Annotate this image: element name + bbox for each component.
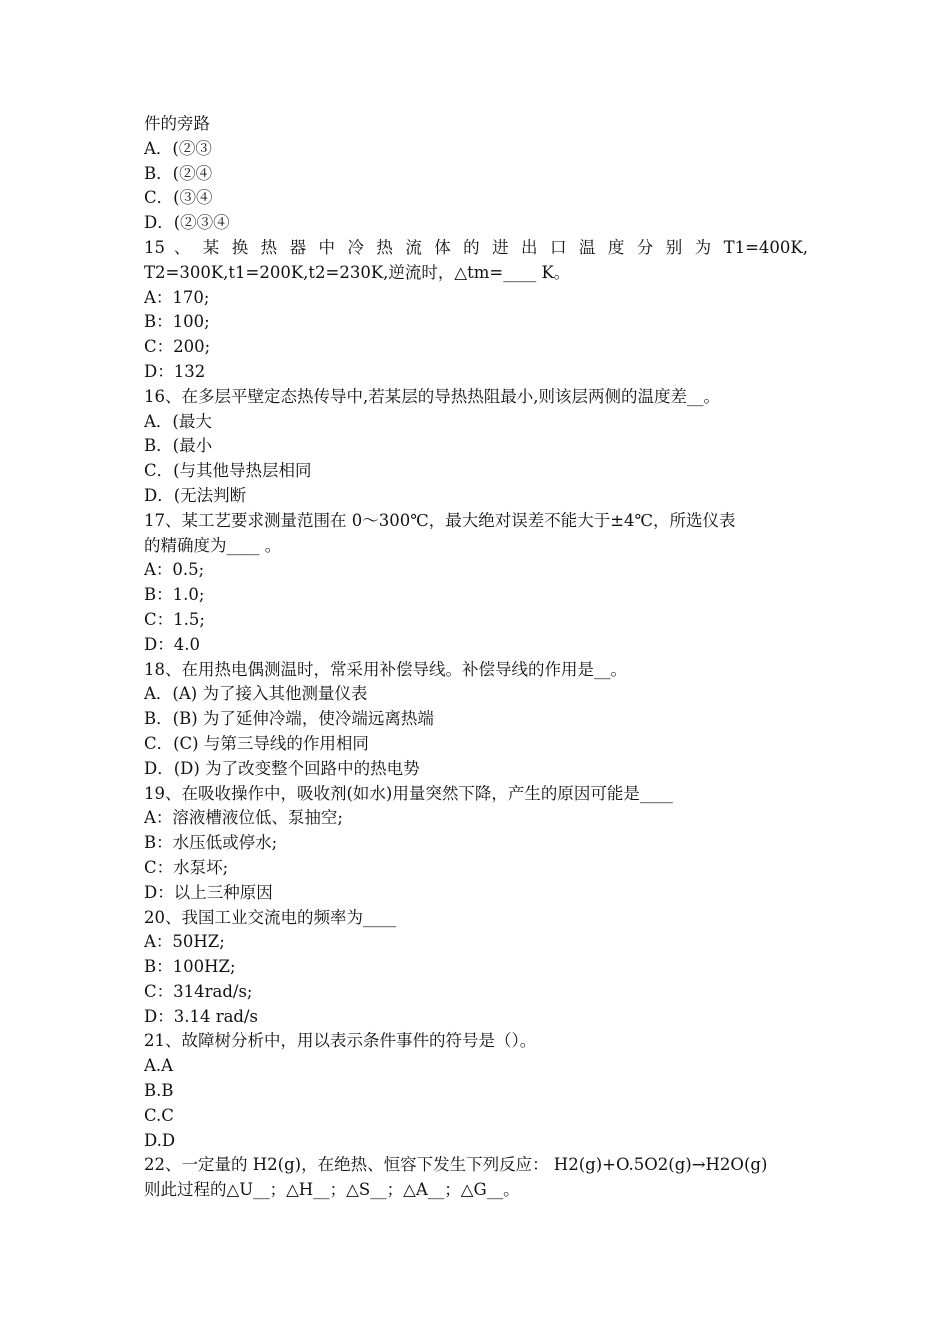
question-16: 16、在多层平壁定态热传导中,若某层的导热热阻最小,则该层两侧的温度差__。 [144,386,720,406]
question-17-cont: 的精确度为____ 。 [144,535,282,555]
document-page [144,112,808,1203]
option-line: B：100HZ; [144,957,236,977]
question-22: 22、一定量的 H2(g)，在绝热、恒容下发生下列反应： H2(g)+O.5O2(g)→H2O(g) [144,1155,768,1175]
text-line: 件的旁路 [144,114,210,133]
option-line: C．(③④ [144,188,213,208]
option-line: B．(②④ [144,163,213,183]
option-line: C.C [144,1105,174,1125]
option-line: C：314rad/s; [144,981,253,1001]
question-15: 15 、 某 换 热 器 中 冷 热 流 体 的 进 出 口 温 度 分 别 为 T1=400K, [144,237,808,257]
option-line: B：1.0; [144,585,205,605]
option-line: C．(与其他导热层相同 [144,461,312,481]
option-line: A．(②③ [144,138,212,158]
option-line: C：水泵坏; [144,857,229,877]
question-15-cont: T2=300K,t1=200K,t2=230K,逆流时，△tm=____ K。 [144,262,571,282]
option-line: D：以上三种原因 [144,882,273,902]
option-line: A：170; [144,287,210,307]
option-line: B．(B) 为了延伸冷端，使冷端远离热端 [144,709,434,729]
option-line: C：200; [144,337,211,357]
option-line: A.A [144,1056,174,1076]
option-line: D：3.14 rad/s [144,1006,259,1026]
option-line: B：100; [144,312,210,332]
option-line: A．(最大 [144,411,212,431]
option-line: B：水压低或停水; [144,833,278,853]
option-line: A．(A) 为了接入其他测量仪表 [144,684,368,704]
question-19: 19、在吸收操作中，吸收剂(如水)用量突然下降，产生的原因可能是____ [144,783,673,803]
option-line: B．(最小 [144,436,213,456]
question-20: 20、我国工业交流电的频率为____ [144,907,396,927]
option-line: A：0.5; [144,560,205,580]
option-line: C：1.5; [144,609,205,629]
option-line: D：4.0 [144,634,200,654]
option-line: D．(无法判断 [144,485,247,505]
question-17: 17、某工艺要求测量范围在 0～300℃，最大绝对误差不能大于±4℃，所选仪表 [144,510,736,530]
option-line: A：50HZ; [144,932,225,952]
option-line: A：溶液槽液位低、泵抽空; [144,808,343,828]
option-line: D.D [144,1130,176,1150]
option-line: D：132 [144,361,206,381]
option-line: C．(C) 与第三导线的作用相同 [144,733,369,753]
question-18: 18、在用热电偶测温时，常采用补偿导线。补偿导线的作用是__。 [144,659,627,679]
option-line: D．(D) 为了改变整个回路中的热电势 [144,758,420,778]
option-line: B.B [144,1081,174,1101]
option-line: D．(②③④ [144,213,230,233]
question-21: 21、故障树分析中，用以表示条件事件的符号是（）。 [144,1031,537,1051]
question-22-cont: 则此过程的△U__；△H__；△S__；△A__；△G__。 [144,1180,520,1200]
